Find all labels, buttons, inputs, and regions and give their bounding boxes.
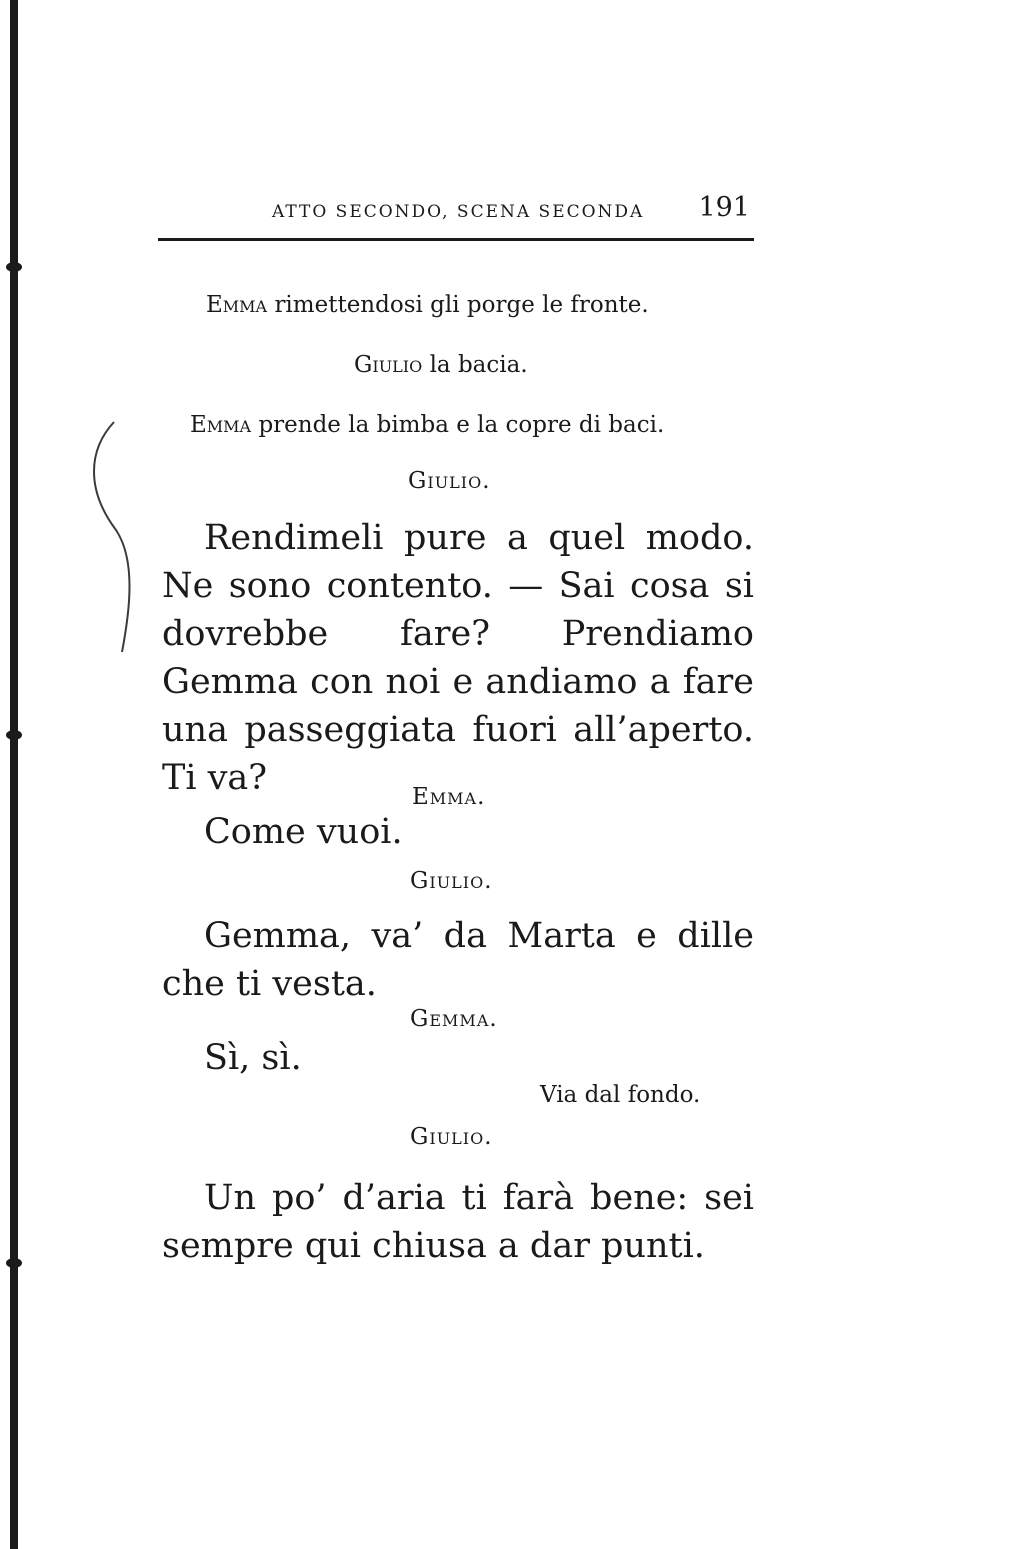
speaker-heading: Gemma. — [410, 1006, 498, 1032]
stage-direction-text: la bacia. — [429, 352, 528, 378]
stage-direction: Via dal fondo. — [540, 1082, 701, 1108]
speaker-heading: Emma. — [412, 784, 486, 810]
speaker-heading: Giulio. — [410, 868, 493, 894]
stage-direction-text: prende la bimba e la copre di baci. — [258, 412, 665, 438]
spine-notch — [6, 1258, 22, 1268]
running-header — [160, 188, 754, 228]
margin-pencil-mark — [86, 420, 146, 660]
stage-direction — [354, 352, 528, 378]
stage-character-name: Emma — [206, 292, 268, 318]
stage-direction — [206, 292, 649, 318]
running-title: ATTO SECONDO, SCENA SECONDA — [272, 202, 645, 222]
spine-notch — [6, 262, 22, 272]
page-number: 191 — [698, 192, 750, 223]
spine-notch — [6, 730, 22, 740]
speech-paragraph: Rendimeli pure a quel modo. Ne sono contento. — Sai cosa si dovrebbe fare? Prendiamo Gemma con noi e andiamo a fare una passeggiata fuori all’aperto. Ti va? — [162, 518, 754, 798]
speech-paragraph: Gemma, va’ da Marta e dille che ti vesta. — [162, 916, 754, 1004]
stage-character-name: Giulio — [354, 352, 423, 378]
speech-line: Sì, sì. — [204, 1038, 302, 1078]
stage-direction-text: rimettendosi gli porge le fronte. — [274, 292, 649, 318]
speech-paragraph: Un po’ d’aria ti farà bene: sei sempre qui chiusa a dar punti. — [162, 1178, 754, 1266]
header-rule — [158, 238, 754, 241]
stage-direction — [190, 412, 664, 438]
speaker-heading: Giulio. — [408, 468, 491, 494]
speech-line: Come vuoi. — [204, 812, 403, 852]
stage-character-name: Emma — [190, 412, 252, 438]
speaker-heading: Giulio. — [410, 1124, 493, 1150]
book-spine-edge — [10, 0, 18, 1549]
